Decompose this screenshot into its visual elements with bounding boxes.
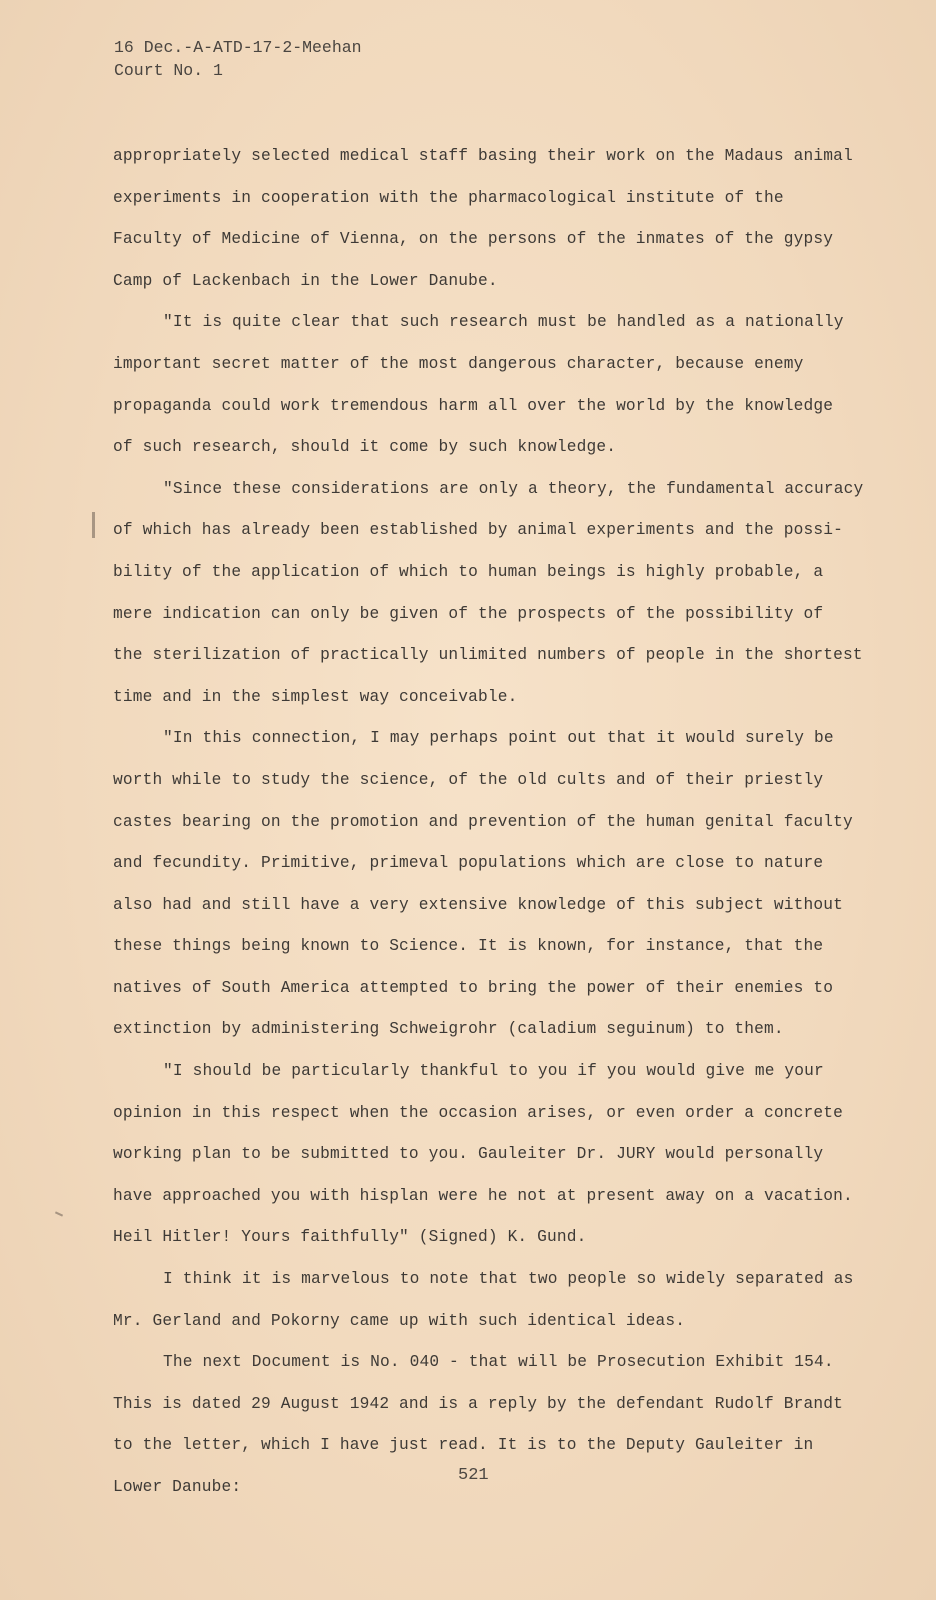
text-line: bility of the application of which to human beings is highly probable, a bbox=[113, 562, 824, 581]
header-reference: 16 Dec.-A-ATD-17-2-Meehan bbox=[114, 38, 362, 57]
text-line: these things being known to Science. It is known, for instance, that the bbox=[113, 937, 824, 956]
text-line: of such research, should it come by such knowledge. bbox=[113, 438, 617, 457]
text-line: Mr. Gerland and Pokorny came up with such identical ideas. bbox=[113, 1311, 686, 1330]
text-line: also had and still have a very extensive knowledge of this subject without bbox=[113, 895, 843, 914]
text-line: This is dated 29 August 1942 and is a reply by the defendant Rudolf Brandt bbox=[113, 1394, 843, 1413]
body-text bbox=[113, 136, 903, 1509]
text-line: Faculty of Medicine of Vienna, on the persons of the inmates of the gypsy bbox=[113, 230, 834, 249]
text-line: mere indication can only be given of the prospects of the possibility of bbox=[113, 604, 824, 623]
text-line: opinion in this respect when the occasion arises, or even order a concrete bbox=[113, 1103, 843, 1122]
text-line: time and in the simplest way conceivable. bbox=[113, 687, 518, 706]
paper-mark bbox=[55, 1211, 63, 1216]
text-line: and fecundity. Primitive, primeval populations which are close to nature bbox=[113, 854, 824, 873]
text-line: extinction by administering Schweigrohr (caladium seguinum) to them. bbox=[113, 1020, 784, 1039]
text-line: important secret matter of the most dangerous character, because enemy bbox=[113, 354, 804, 373]
text-line: I think it is marvelous to note that two people so widely separated as bbox=[163, 1270, 854, 1289]
text-line: Lower Danube: bbox=[113, 1478, 242, 1496]
page-number: 521 bbox=[458, 1466, 489, 1485]
text-line: to the letter, which I have just read. It is to the Deputy Gauleiter in bbox=[113, 1436, 814, 1455]
text-line: Heil Hitler! Yours faithfully" (Signed) K. Gund. bbox=[113, 1228, 587, 1247]
paper-mark bbox=[92, 512, 95, 538]
text-line: castes bearing on the promotion and prevention of the human genital faculty bbox=[113, 812, 853, 831]
document-header bbox=[114, 36, 362, 82]
text-line: the sterilization of practically unlimited numbers of people in the shortest bbox=[113, 646, 863, 665]
text-line: experiments in cooperation with the pharmacological institute of the bbox=[113, 188, 784, 207]
text-line: "I should be particularly thankful to you if you would give me your bbox=[163, 1062, 824, 1081]
text-line: working plan to be submitted to you. Gauleiter Dr. JURY would personally bbox=[113, 1145, 824, 1164]
text-line: of which has already been established by animal experiments and the possi- bbox=[113, 521, 843, 540]
text-line: appropriately selected medical staff basing their work on the Madaus animal bbox=[113, 147, 853, 165]
text-line: propaganda could work tremendous harm all over the world by the knowledge bbox=[113, 396, 834, 415]
header-court: Court No. 1 bbox=[114, 61, 223, 80]
text-line: The next Document is No. 040 - that will be Prosecution Exhibit 154. bbox=[163, 1353, 834, 1372]
text-line: "Since these considerations are only a theory, the fundamental accuracy bbox=[163, 479, 864, 498]
text-line: "It is quite clear that such research must be handled as a nationally bbox=[163, 313, 844, 332]
text-line: natives of South America attempted to bring the power of their enemies to bbox=[113, 978, 834, 997]
text-line: worth while to study the science, of the old cults and of their priestly bbox=[113, 770, 824, 789]
text-line: have approached you with hisplan were he not at present away on a vacation. bbox=[113, 1186, 853, 1205]
text-line: "In this connection, I may perhaps point out that it would surely be bbox=[163, 729, 834, 748]
text-line: Camp of Lackenbach in the Lower Danube. bbox=[113, 271, 498, 290]
